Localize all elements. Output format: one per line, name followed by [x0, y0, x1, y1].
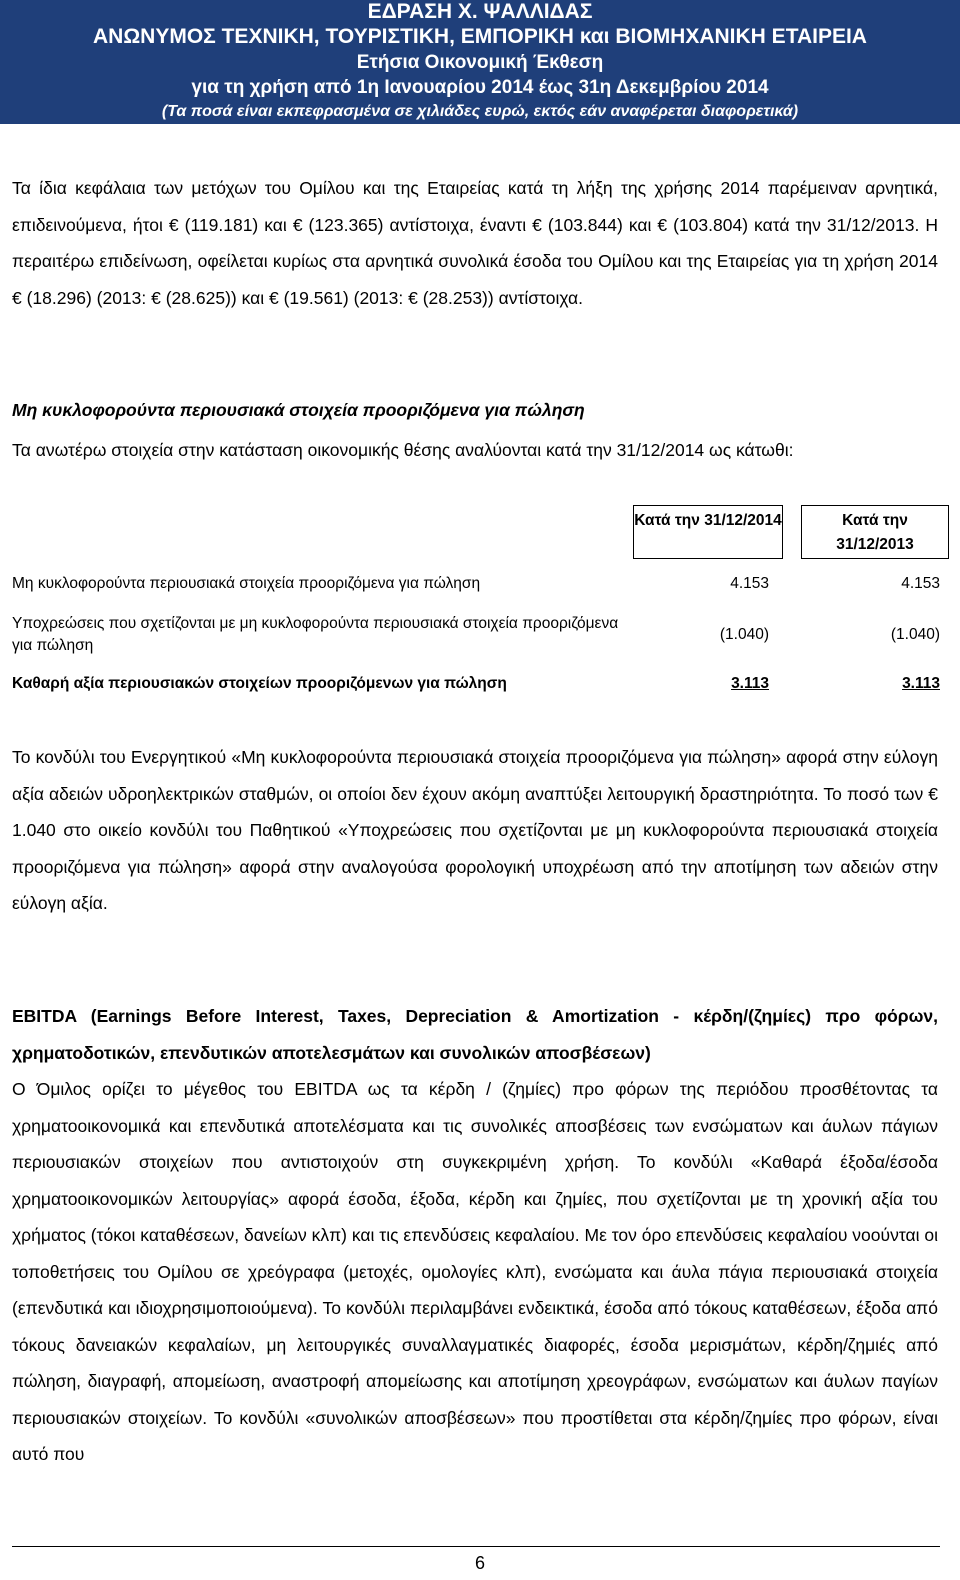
page-number: 6	[474, 1553, 485, 1573]
table-total-row	[12, 675, 940, 697]
ebitda-paragraph: Ο Όμιλος ορίζει το μέγεθος του EBITDA ως τα κέρδη / (ζημίες) προ φόρων της περιόδου προσθέτοντας τα χρηματοοικονομικά και επενδυτικά αποτελέσματα και τις συνολικές αποσβέσεις των ενσώματων και άυλων πάγιων περιουσιακών στοιχείων που αντιστοιχούν στη συγκεκριμένη χρήση. Το κονδύλι «Καθαρά έξοδα/έσοδα χρηματοοικονομικών λειτουργίας» αφορά έσοδα, έξοδα, κέρδη και ζημίες, που σχετίζονται με τη χρονική αξία του χρήματος (τόκοι καταθέσεων, δανείων κλπ) και τις επενδύσεις κεφαλαίου. Με τον όρο επενδύσεις κεφαλαίου νοούνται οι τοποθετήσεις του Ομίλου σε χρεόγραφα (μετοχές, ομολογίες κλπ), ενσώματα και άυλα πάγια περιουσιακά στοιχεία (επενδυτικά και ιδιοχρησιμοποιούμενα). Το κονδύλι περιλαμβάνει ενδεικτικά, έσοδα από τόκους καταθέσεων, έξοδα από τόκους δανειακών κεφαλαίων, μη λειτουργικές συναλλαγματικές διαφορές, έσοδα μερισμάτων, κέρδη/ζημιές από πώληση, διαγραφή, απομείωση, αναστροφή απομείωσης και αποτίμηση χρεογράφων, ενσώματων και άυλων παγίων περιουσιακών στοιχείων. Το κονδύλι «συνολικών αποσβέσεων» που προστίθεται στα κέρδη/ζημίες προ φόρων, είναι αυτό που	[12, 1079, 938, 1464]
column-header-2013: Κατά την 31/12/2013	[801, 505, 949, 559]
assets-held-for-sale-paragraph: Το κονδύλι του Ενεργητικού «Μη κυκλοφορούντα περιουσιακά στοιχεία προοριζόμενα για πώληση» αφορά στην εύλογη αξία αδειών υδροηλεκτρικών σταθμών, οι οποίοι δεν έχουν ακόμη αναπτύξει λειτουργική δραστηριότητα. Το ποσό των € 1.040 στο οικείο κονδύλι του Παθητικού «Υποχρεώσεις που σχετίζονται με μη κυκλοφορούντα περιουσιακά στοιχεία προοριζόμενα για πώληση» αφορά στην αναλογούσα φορολογική υποχρέωση από την αποτίμηση των αδειών στην εύλογη αξία.	[12, 747, 938, 913]
row-value-2014: 4.153	[730, 575, 769, 592]
row-label: Καθαρή αξία περιουσιακών στοιχείων προοριζόμενων για πώληση	[12, 675, 507, 692]
ebitda-title: EBITDA (Earnings Before Interest, Taxes, Depreciation & Amortization - κέρδη/(ζημίες) προ φόρων, χρηματοδοτικών, επενδυτικών αποτελεσμάτων και συνολικών αποσβέσεων)	[12, 1006, 938, 1063]
row-value-2013: 3.113	[902, 675, 940, 692]
row-value-2013: 4.153	[901, 575, 940, 592]
section-title: Μη κυκλοφορούντα περιουσιακά στοιχεία προοριζόμενα για πώληση	[12, 400, 585, 420]
column-header-2014: Κατά την 31/12/2014	[633, 505, 783, 559]
row-value-2014: (1.040)	[719, 626, 769, 643]
row-label: Υποχρεώσεις που σχετίζονται με μη κυκλοφορούντα περιουσιακά στοιχεία προοριζόμενα για πώληση	[12, 615, 619, 654]
row-value-2014: 3.113	[731, 675, 769, 692]
table-row	[12, 575, 940, 597]
report-period: για τη χρήση από 1η Ιανουαρίου 2014 έως 31η Δεκεμβρίου 2014	[191, 77, 769, 98]
table-intro-paragraph: Τα ανωτέρω στοιχεία στην κατάσταση οικονομικής θέσης αναλύονται κατά την 31/12/2014 ως κάτωθι:	[12, 440, 794, 460]
company-short-name: ΕΔΡΑΣΗ Χ. ΨΑΛΛΙΔΑΣ	[367, 0, 593, 23]
row-label: Μη κυκλοφορούντα περιουσιακά στοιχεία προοριζόμενα για πώληση	[12, 575, 481, 592]
table-row	[12, 613, 940, 657]
company-full-name: ΑΝΩΝΥΜΟΣ ΤΕΧΝΙΚΗ, ΤΟΥΡΙΣΤΙΚΗ, ΕΜΠΟΡΙΚΗ και ΒΙΟΜΗΧΑΝΙΚΗ ΕΤΑΙΡΕΙΑ	[93, 25, 867, 48]
report-title: Ετήσια Οικονομική Έκθεση	[356, 52, 604, 73]
report-header	[0, 0, 960, 124]
currency-note: (Τα ποσά είναι εκπεφρασμένα σε χιλιάδες ευρώ, εκτός εάν αναφέρεται διαφορετικά)	[161, 103, 799, 120]
footer-divider	[12, 1546, 940, 1547]
row-value-2013: (1.040)	[890, 626, 940, 643]
equity-paragraph: Τα ίδια κεφάλαια των μετόχων του Ομίλου και της Εταιρείας κατά τη λήξη της χρήσης 2014 παρέμειναν αρνητικά, επιδεινούμενα, ήτοι € (119.181) και € (123.365) αντίστοιχα, έναντι € (103.844) και € (103.804) κατά την 31/12/2013. Η περαιτέρω επιδείνωση, οφείλεται κυρίως στα αρνητικά συνολικά έσοδα του Ομίλου και της Εταιρείας για τη χρήση 2014 € (18.296) (2013: € (28.625)) και € (19.561) (2013: € (28.253)) αντίστοιχα.	[12, 178, 938, 308]
